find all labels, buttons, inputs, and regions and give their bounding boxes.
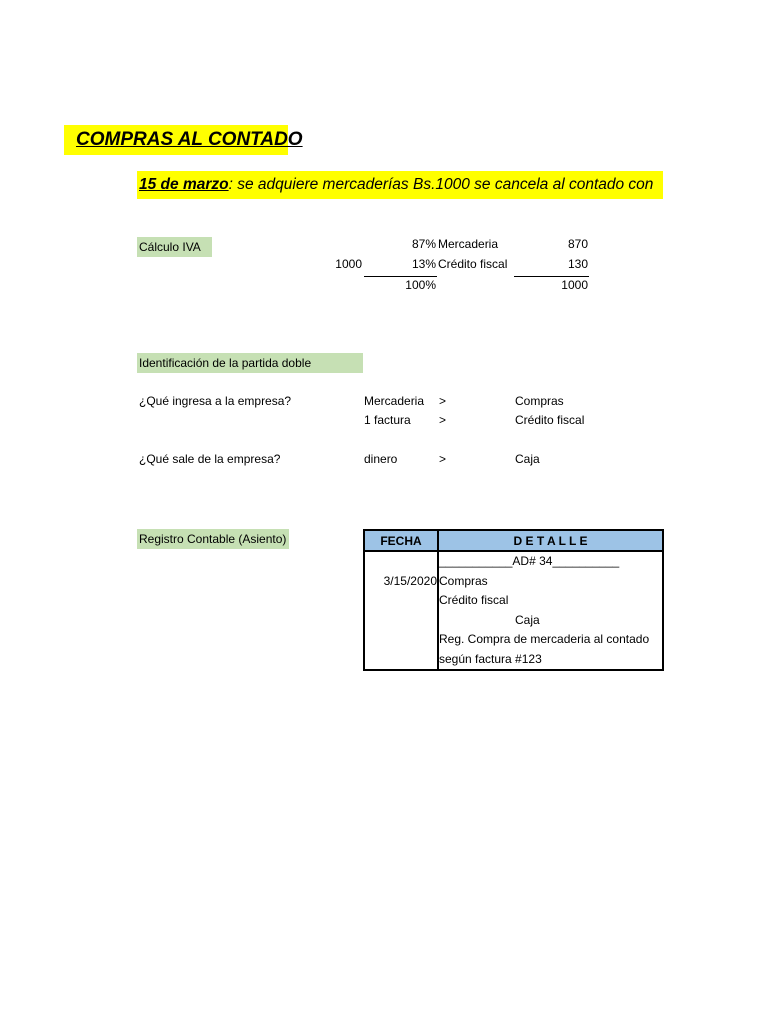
ledger-date-cell [364, 551, 438, 670]
iva-base-amount: 1000 [335, 257, 362, 271]
partida-account: Crédito fiscal [515, 413, 585, 427]
partida-question: ¿Qué ingresa a la empresa? [139, 394, 292, 408]
partida-arrow: > [439, 413, 447, 427]
partida-arrow: > [439, 394, 447, 408]
intro-statement [137, 171, 663, 199]
iva-concept: Crédito fiscal [438, 257, 508, 271]
partida-section-label: Identificación de la partida doble [137, 353, 363, 373]
partida-question: ¿Qué sale de la empresa? [139, 452, 281, 466]
intro-text: se adquiere mercaderías Bs.1000 se cancela al contado con [232, 176, 654, 193]
registro-section-label: Registro Contable (Asiento) [137, 529, 289, 549]
entry-line: según factura #123 [439, 651, 542, 666]
fecha-header: FECHA [364, 530, 438, 551]
partida-item: Mercaderia [364, 394, 425, 408]
partida-item: dinero [364, 452, 398, 466]
intro-colon: : [228, 176, 233, 193]
total-divider [514, 276, 589, 277]
iva-amount: 130 [567, 257, 588, 271]
entry-line: Crédito fiscal [439, 593, 509, 607]
iva-amount: 870 [567, 237, 588, 251]
partida-account: Caja [515, 452, 540, 466]
entry-line: Compras [439, 573, 488, 588]
iva-pct: 87% [411, 237, 436, 251]
entry-date: 3/15/2020 [383, 573, 437, 588]
iva-total-pct: 100% [405, 278, 436, 292]
entry-line: Reg. Compra de mercaderia al contado [439, 632, 650, 646]
partida-item: 1 factura [364, 413, 411, 427]
detalle-header: D E T A L L E [438, 530, 663, 551]
total-divider [364, 276, 437, 277]
iva-section-label: Cálculo IVA [137, 237, 212, 257]
page-title: COMPRAS AL CONTADO [64, 125, 288, 155]
iva-pct: 13% [411, 257, 436, 271]
entry-line: Caja [515, 612, 540, 627]
iva-total-amount: 1000 [561, 278, 588, 292]
partida-account: Compras [515, 394, 564, 408]
ledger-table [363, 529, 664, 671]
intro-date: 15 de marzo [139, 176, 229, 193]
entry-header: ___________AD# 34__________ [439, 554, 620, 568]
partida-arrow: > [439, 452, 447, 466]
ledger-detail-cell [438, 551, 663, 670]
iva-concept: Mercaderia [438, 237, 499, 251]
